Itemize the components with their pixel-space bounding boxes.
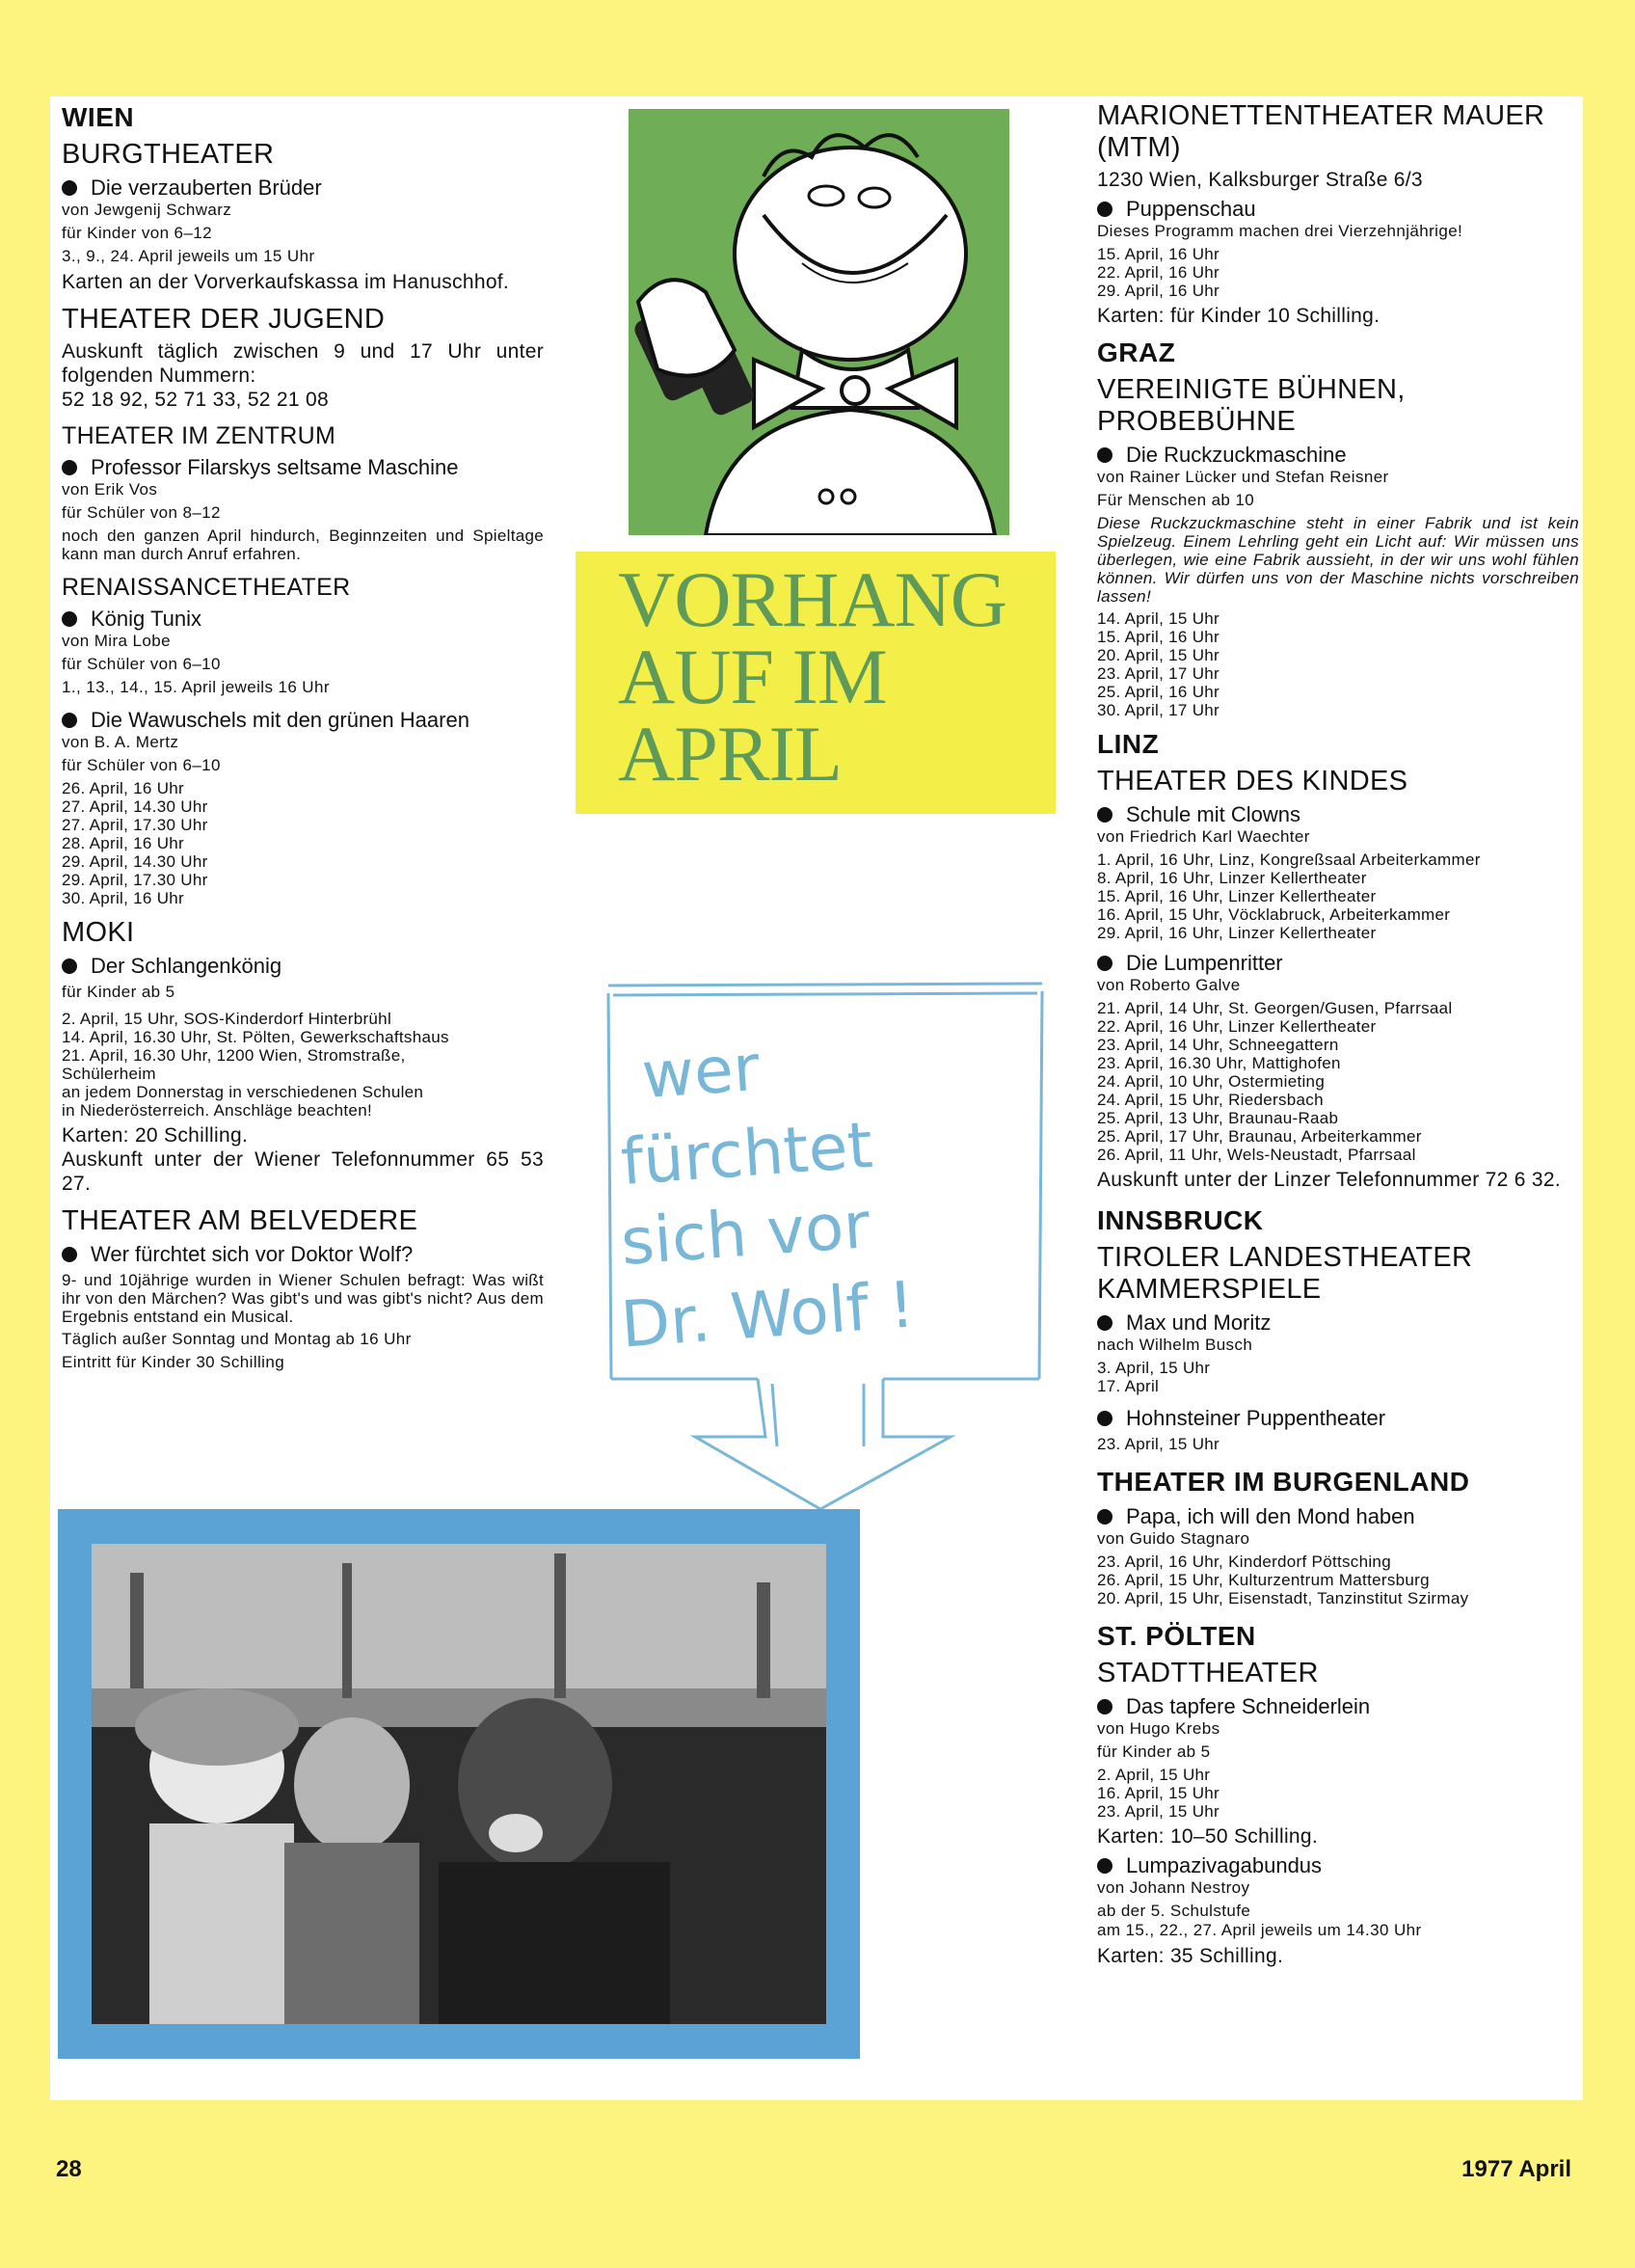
date-list [1097,1359,1579,1395]
venue-title: THEATER AM BELVEDERE [62,1205,418,1236]
show-title: König Tunix [62,606,544,632]
region-heading-graz: GRAZ [1097,338,1176,367]
meta-line: für Kinder ab 5 [1097,1742,1211,1761]
meta-line: 3., 9., 24. April jeweils um 15 Uhr [62,247,315,265]
bullet-icon [62,958,77,974]
show-title: Die verzauberten Brüder [62,175,544,201]
date-list [62,1010,544,1120]
theater-scene-photo-icon [92,1544,826,2024]
show-title: Max und Moritz [1097,1310,1579,1336]
date-line: in Niederösterreich. Anschläge beachten! [62,1101,372,1120]
show-title: Lumpazivagabundus [1097,1852,1579,1878]
date-line: an jedem Donnerstag in verschiedenen Schulen [62,1083,424,1101]
listing-theater-im-zentrum [62,421,544,563]
bullet-icon [62,713,77,728]
meta-line: von Mira Lobe [62,632,171,650]
date-line: 25. April, 16 Uhr [1097,683,1220,701]
listing-innsbruck [1097,1205,1579,1453]
date-line: 24. April, 15 Uhr, Riedersbach [1097,1091,1324,1109]
note-text: Diese Ruckzuckmaschine steht in einer Fabrik und ist kein Spielzeug. Einem Lehrling geht ein Licht auf: Wir müssen uns überlegen, wie eine Fabrik aussieht, in der wir uns wohl fühlen können. Wir dürfen uns von der Maschine nichts vorschreiben lassen! [1097,514,1579,606]
date-line: 21. April, 16.30 Uhr, 1200 Wien, Stromstraße, [62,1046,406,1065]
date-line: 14. April, 15 Uhr [1097,609,1220,628]
info-text: Karten an der Vorverkaufskassa im Hanuschhof. [62,271,510,293]
meta-line: für Schüler von 8–12 [62,503,221,522]
meta-line: am 15., 22., 27. April jeweils um 14.30 Uhr [1097,1921,1422,1939]
meta-line: von Guido Stagnaro [1097,1529,1250,1548]
venue-title: THEATER DER JUGEND [62,304,386,335]
date-line: 2. April, 15 Uhr, SOS-Kinderdorf Hinterbrühl [62,1010,392,1028]
meta-line: von Rainer Lücker und Stefan Reisner [1097,468,1389,486]
meta-line: Dieses Programm machen drei Vierzehnjährige! [1097,222,1463,240]
listing-marionettentheater-mauer [1097,100,1579,328]
bullet-icon [1097,1699,1112,1714]
venue-title: VEREINIGTE BÜHNEN, PROBEBÜHNE [1097,374,1406,437]
date-line: 29. April, 17.30 Uhr [62,871,208,889]
date-line: 16. April, 15 Uhr, Vöcklabruck, Arbeiterkammer [1097,905,1451,924]
meta-line: 1., 13., 14., 15. April jeweils 16 Uhr [62,678,330,696]
date-line: 25. April, 13 Uhr, Braunau-Raab [1097,1109,1339,1127]
show-title: Puppenschau [1097,196,1579,222]
sign-text-line: fürchtet [618,1107,875,1201]
venue-title: THEATER DES KINDES [1097,766,1408,796]
meta-line: Für Menschen ab 10 [1097,491,1255,509]
listing-burgtheater [62,139,544,294]
show-title: Professor Filarskys seltsame Maschine [62,454,544,480]
date-line: 29. April, 14.30 Uhr [62,852,208,871]
cartoon-boy-with-binoculars-icon [629,109,1009,535]
venue-title: MOKI [62,917,135,948]
date-line: 28. April, 16 Uhr [62,834,184,852]
date-line: 1. April, 16 Uhr, Linz, Kongreßsaal Arbeiterkammer [1097,850,1481,869]
stage-photo [92,1544,826,2024]
hand-drawn-sign [603,974,1047,1514]
region-heading-burgenland: THEATER IM BURGENLAND [1097,1467,1470,1497]
info-text: Auskunft unter der Wiener Telefonnummer 65 53 27. [62,1148,544,1195]
date-line: 23. April, 16.30 Uhr, Mattighofen [1097,1054,1341,1072]
meta-line: Täglich außer Sonntag und Montag ab 16 Uhr [62,1330,412,1348]
date-line: 24. April, 10 Uhr, Ostermieting [1097,1072,1326,1091]
issue-date: 1977 April [1461,2156,1571,2182]
phone-numbers: 52 18 92, 52 71 33, 52 21 08 [62,389,329,411]
address: 1230 Wien, Kalksburger Straße 6/3 [1097,169,1423,191]
page-number: 28 [56,2156,82,2182]
date-line: 17. April [1097,1377,1160,1395]
show-title: Der Schlangenkönig [62,953,544,979]
headline-box [576,552,1056,814]
date-line: 27. April, 17.30 Uhr [62,816,208,834]
meta-line: für Kinder ab 5 [62,983,175,1001]
info-text: Karten: 35 Schilling. [1097,1945,1284,1967]
bullet-icon [1097,1858,1112,1874]
region-heading-st-poelten: ST. PÖLTEN [1097,1621,1256,1651]
date-line: 23. April, 16 Uhr, Kinderdorf Pöttsching [1097,1552,1391,1571]
region-heading-wien: WIEN [62,102,135,132]
listing-linz [1097,729,1579,1192]
meta-line: für Schüler von 6–10 [62,655,221,673]
region-heading-linz: LINZ [1097,729,1160,759]
meta-line: nach Wilhelm Busch [1097,1336,1253,1354]
bullet-icon [1097,1509,1112,1525]
show-title: Wer fürchtet sich vor Doktor Wolf? [62,1241,544,1267]
info-text: Auskunft täglich zwischen 9 und 17 Uhr unter folgenden Nummern: [62,340,544,387]
date-line: 25. April, 17 Uhr, Braunau, Arbeiterkammer [1097,1127,1422,1146]
date-line: 2. April, 15 Uhr [1097,1766,1211,1784]
show-title: Das tapfere Schneiderlein [1097,1693,1579,1719]
meta-line: von B. A. Mertz [62,733,179,751]
info-text: Karten: 10–50 Schilling. [1097,1825,1319,1848]
info-text: Auskunft unter der Linzer Telefonnummer 72 6 32. [1097,1169,1561,1191]
bullet-icon [62,180,77,196]
meta-line: von Erik Vos [62,480,158,499]
show-title: Die Lumpenritter [1097,950,1579,976]
show-title: Die Wawuschels mit den grünen Haaren [62,707,544,733]
date-line: 15. April, 16 Uhr, Linzer Kellertheater [1097,887,1377,905]
date-list [1097,245,1579,300]
date-list [1097,609,1579,719]
date-line: 20. April, 15 Uhr [1097,646,1220,664]
cartoon-illustration [629,109,1009,535]
bullet-icon [1097,1411,1112,1426]
headline-line: VORHANG [618,555,1006,643]
info-text: Karten: für Kinder 10 Schilling. [1097,305,1380,327]
meta-line: von Friedrich Karl Waechter [1097,827,1310,846]
venue-title: TIROLER LANDESTHEATER KAMMERSPIELE [1097,1242,1473,1305]
listing-theater-der-jugend [62,304,544,412]
date-line: 22. April, 16 Uhr [1097,263,1220,282]
bullet-icon [1097,202,1112,217]
date-line: 29. April, 16 Uhr [1097,282,1220,300]
date-line: 15. April, 16 Uhr [1097,245,1220,263]
listing-burgenland [1097,1467,1579,1607]
date-line: 26. April, 11 Uhr, Wels-Neustadt, Pfarrsaal [1097,1146,1416,1164]
meta-line: von Roberto Galve [1097,976,1241,994]
show-title: Hohnsteiner Puppentheater [1097,1405,1579,1431]
region-heading-innsbruck: INNSBRUCK [1097,1205,1264,1235]
headline-line: APRIL [618,710,842,797]
date-line: Schülerheim [62,1065,156,1083]
date-line: 8. April, 16 Uhr, Linzer Kellertheater [1097,869,1367,887]
listing-theater-am-belvedere [62,1205,544,1372]
date-line: 14. April, 16.30 Uhr, St. Pölten, Gewerkschaftshaus [62,1028,449,1046]
meta-line: für Kinder von 6–12 [62,224,212,242]
bullet-icon [1097,447,1112,463]
listing-st-poelten [1097,1621,1579,1968]
show-title: Papa, ich will den Mond haben [1097,1503,1579,1529]
venue-title: THEATER IM ZENTRUM [62,422,336,449]
meta-line: von Hugo Krebs [1097,1719,1220,1738]
date-line: 30. April, 17 Uhr [1097,701,1220,719]
date-list [1097,850,1579,942]
date-list [1097,999,1579,1164]
bullet-icon [1097,807,1112,823]
photo-frame [58,1509,860,2059]
info-text: Karten: 20 Schilling. [62,1124,249,1147]
date-line: 3. April, 15 Uhr [1097,1359,1211,1377]
date-line: 15. April, 16 Uhr [1097,628,1220,646]
date-list [1097,1766,1579,1821]
date-line: 16. April, 15 Uhr [1097,1784,1220,1802]
date-line: 27. April, 14.30 Uhr [62,797,208,816]
date-line: 26. April, 16 Uhr [62,779,184,797]
sign-text-line: Dr. Wolf ! [618,1267,917,1363]
note-text: noch den ganzen April hindurch, Beginnzeiten und Spieltage kann man durch Anruf erfahren. [62,526,544,563]
date-line: 30. April, 16 Uhr [62,889,184,907]
bullet-icon [62,460,77,475]
date-line: 21. April, 14 Uhr, St. Georgen/Gusen, Pfarrsaal [1097,999,1453,1017]
date-line: 20. April, 15 Uhr, Eisenstadt, Tanzinstitut Szirmay [1097,1589,1469,1607]
bullet-icon [1097,956,1112,971]
venue-title: BURGTHEATER [62,139,275,170]
venue-title: STADTTHEATER [1097,1658,1319,1688]
sign-text-line: sich vor [618,1188,872,1280]
left-column [62,100,544,1382]
meta-line: von Jewgenij Schwarz [62,201,232,219]
listing-renaissancetheater [62,573,544,907]
venue-title: MARIONETTENTHEATER MAUER (MTM) [1097,100,1545,163]
date-line: 29. April, 16 Uhr, Linzer Kellertheater [1097,924,1377,942]
meta-line: ab der 5. Schulstufe [1097,1902,1251,1920]
date-list [62,779,544,907]
listing-moki [62,917,544,1196]
listing-graz [1097,338,1579,719]
meta-line: von Johann Nestroy [1097,1878,1250,1897]
date-line: 22. April, 16 Uhr, Linzer Kellertheater [1097,1017,1377,1036]
meta-line: für Schüler von 6–10 [62,756,221,774]
date-line: 26. April, 15 Uhr, Kulturzentrum Mattersburg [1097,1571,1430,1589]
bullet-icon [62,1247,77,1262]
bullet-icon [62,611,77,627]
sign-text-line: wer [639,1030,763,1114]
date-list [1097,1435,1579,1453]
meta-line: Eintritt für Kinder 30 Schilling [62,1353,285,1371]
show-title: Schule mit Clowns [1097,801,1579,827]
date-list [1097,1552,1579,1607]
headline-line: AUF IM [618,633,887,720]
bullet-icon [1097,1315,1112,1331]
right-column [1097,100,1579,1978]
note-text: 9- und 10jährige wurden in Wiener Schulen befragt: Was wißt ihr von den Märchen? Was gibt's und was gibt's nicht? Aus dem Ergebnis entstand ein Musical. [62,1271,544,1326]
date-line: 23. April, 15 Uhr [1097,1802,1220,1821]
show-title: Die Ruckzuckmaschine [1097,442,1579,468]
date-line: 23. April, 17 Uhr [1097,664,1220,683]
date-line: 23. April, 14 Uhr, Schneegattern [1097,1036,1339,1054]
venue-title: RENAISSANCETHEATER [62,574,351,601]
date-line: 23. April, 15 Uhr [1097,1435,1220,1453]
